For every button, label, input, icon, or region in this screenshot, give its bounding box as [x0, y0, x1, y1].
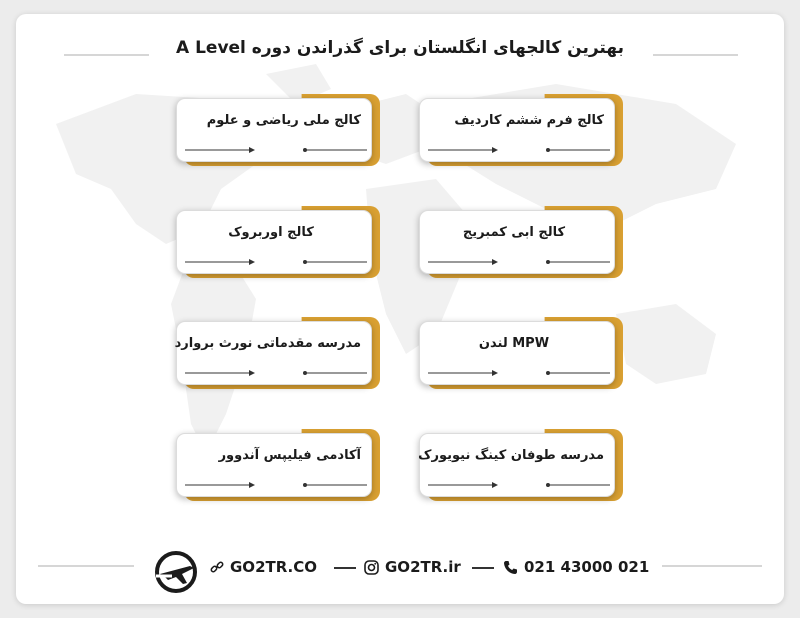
website-text: GO2TR.CO	[230, 558, 318, 576]
college-name: کالج فرم ششم کاردیف	[454, 113, 604, 128]
card-box	[419, 321, 615, 385]
card-box	[419, 98, 615, 162]
world-map-background	[16, 14, 784, 604]
college-name: کالج اوربروک	[228, 225, 314, 240]
website-link[interactable]	[210, 552, 317, 582]
college-card-2	[176, 94, 372, 166]
footer-separator	[472, 567, 494, 569]
arrow-decoration-icon	[177, 480, 373, 490]
arrow-decoration-icon	[420, 480, 616, 490]
instagram-icon	[364, 560, 379, 575]
footer-contacts	[16, 552, 784, 582]
phone-icon	[503, 560, 518, 575]
arrow-decoration-icon	[177, 145, 373, 155]
card-box	[419, 210, 615, 274]
college-name: آکادمی فیلیپس آندوور	[218, 448, 361, 463]
instagram-text: GO2TR.ir	[385, 558, 461, 576]
phone-link[interactable]	[503, 552, 649, 582]
card-box	[176, 321, 372, 385]
footer-separator	[334, 567, 356, 569]
college-card-4	[176, 206, 372, 278]
link-icon	[210, 560, 224, 574]
college-card-1	[419, 94, 615, 166]
college-card-3	[419, 206, 615, 278]
college-name: MPW لندن	[478, 336, 550, 351]
page-title: بهترین کالجهای انگلستان برای گذراندن دوره A Level	[176, 38, 624, 58]
card-box	[419, 433, 615, 497]
arrow-decoration-icon	[177, 368, 373, 378]
arrow-decoration-icon	[420, 368, 616, 378]
card-box	[176, 98, 372, 162]
arrow-decoration-icon	[420, 257, 616, 267]
arrow-decoration-icon	[177, 257, 373, 267]
card-box	[176, 433, 372, 497]
college-card-6	[176, 317, 372, 389]
college-card-7	[419, 429, 615, 501]
arrow-decoration-icon	[420, 145, 616, 155]
college-card-8	[176, 429, 372, 501]
phone-number: 021 43000 021	[524, 558, 650, 576]
card-box	[176, 210, 372, 274]
infographic-card	[16, 14, 784, 604]
college-name: کالج ملی ریاضی و علوم	[206, 113, 361, 128]
instagram-link[interactable]	[364, 552, 461, 582]
college-name: مدرسه مقدماتی نورث بروارد	[174, 336, 361, 351]
college-name: کالج ابی کمبریج	[462, 225, 566, 240]
college-card-5	[419, 317, 615, 389]
college-name: مدرسه طوفان کینگ نیویورک	[418, 448, 604, 463]
